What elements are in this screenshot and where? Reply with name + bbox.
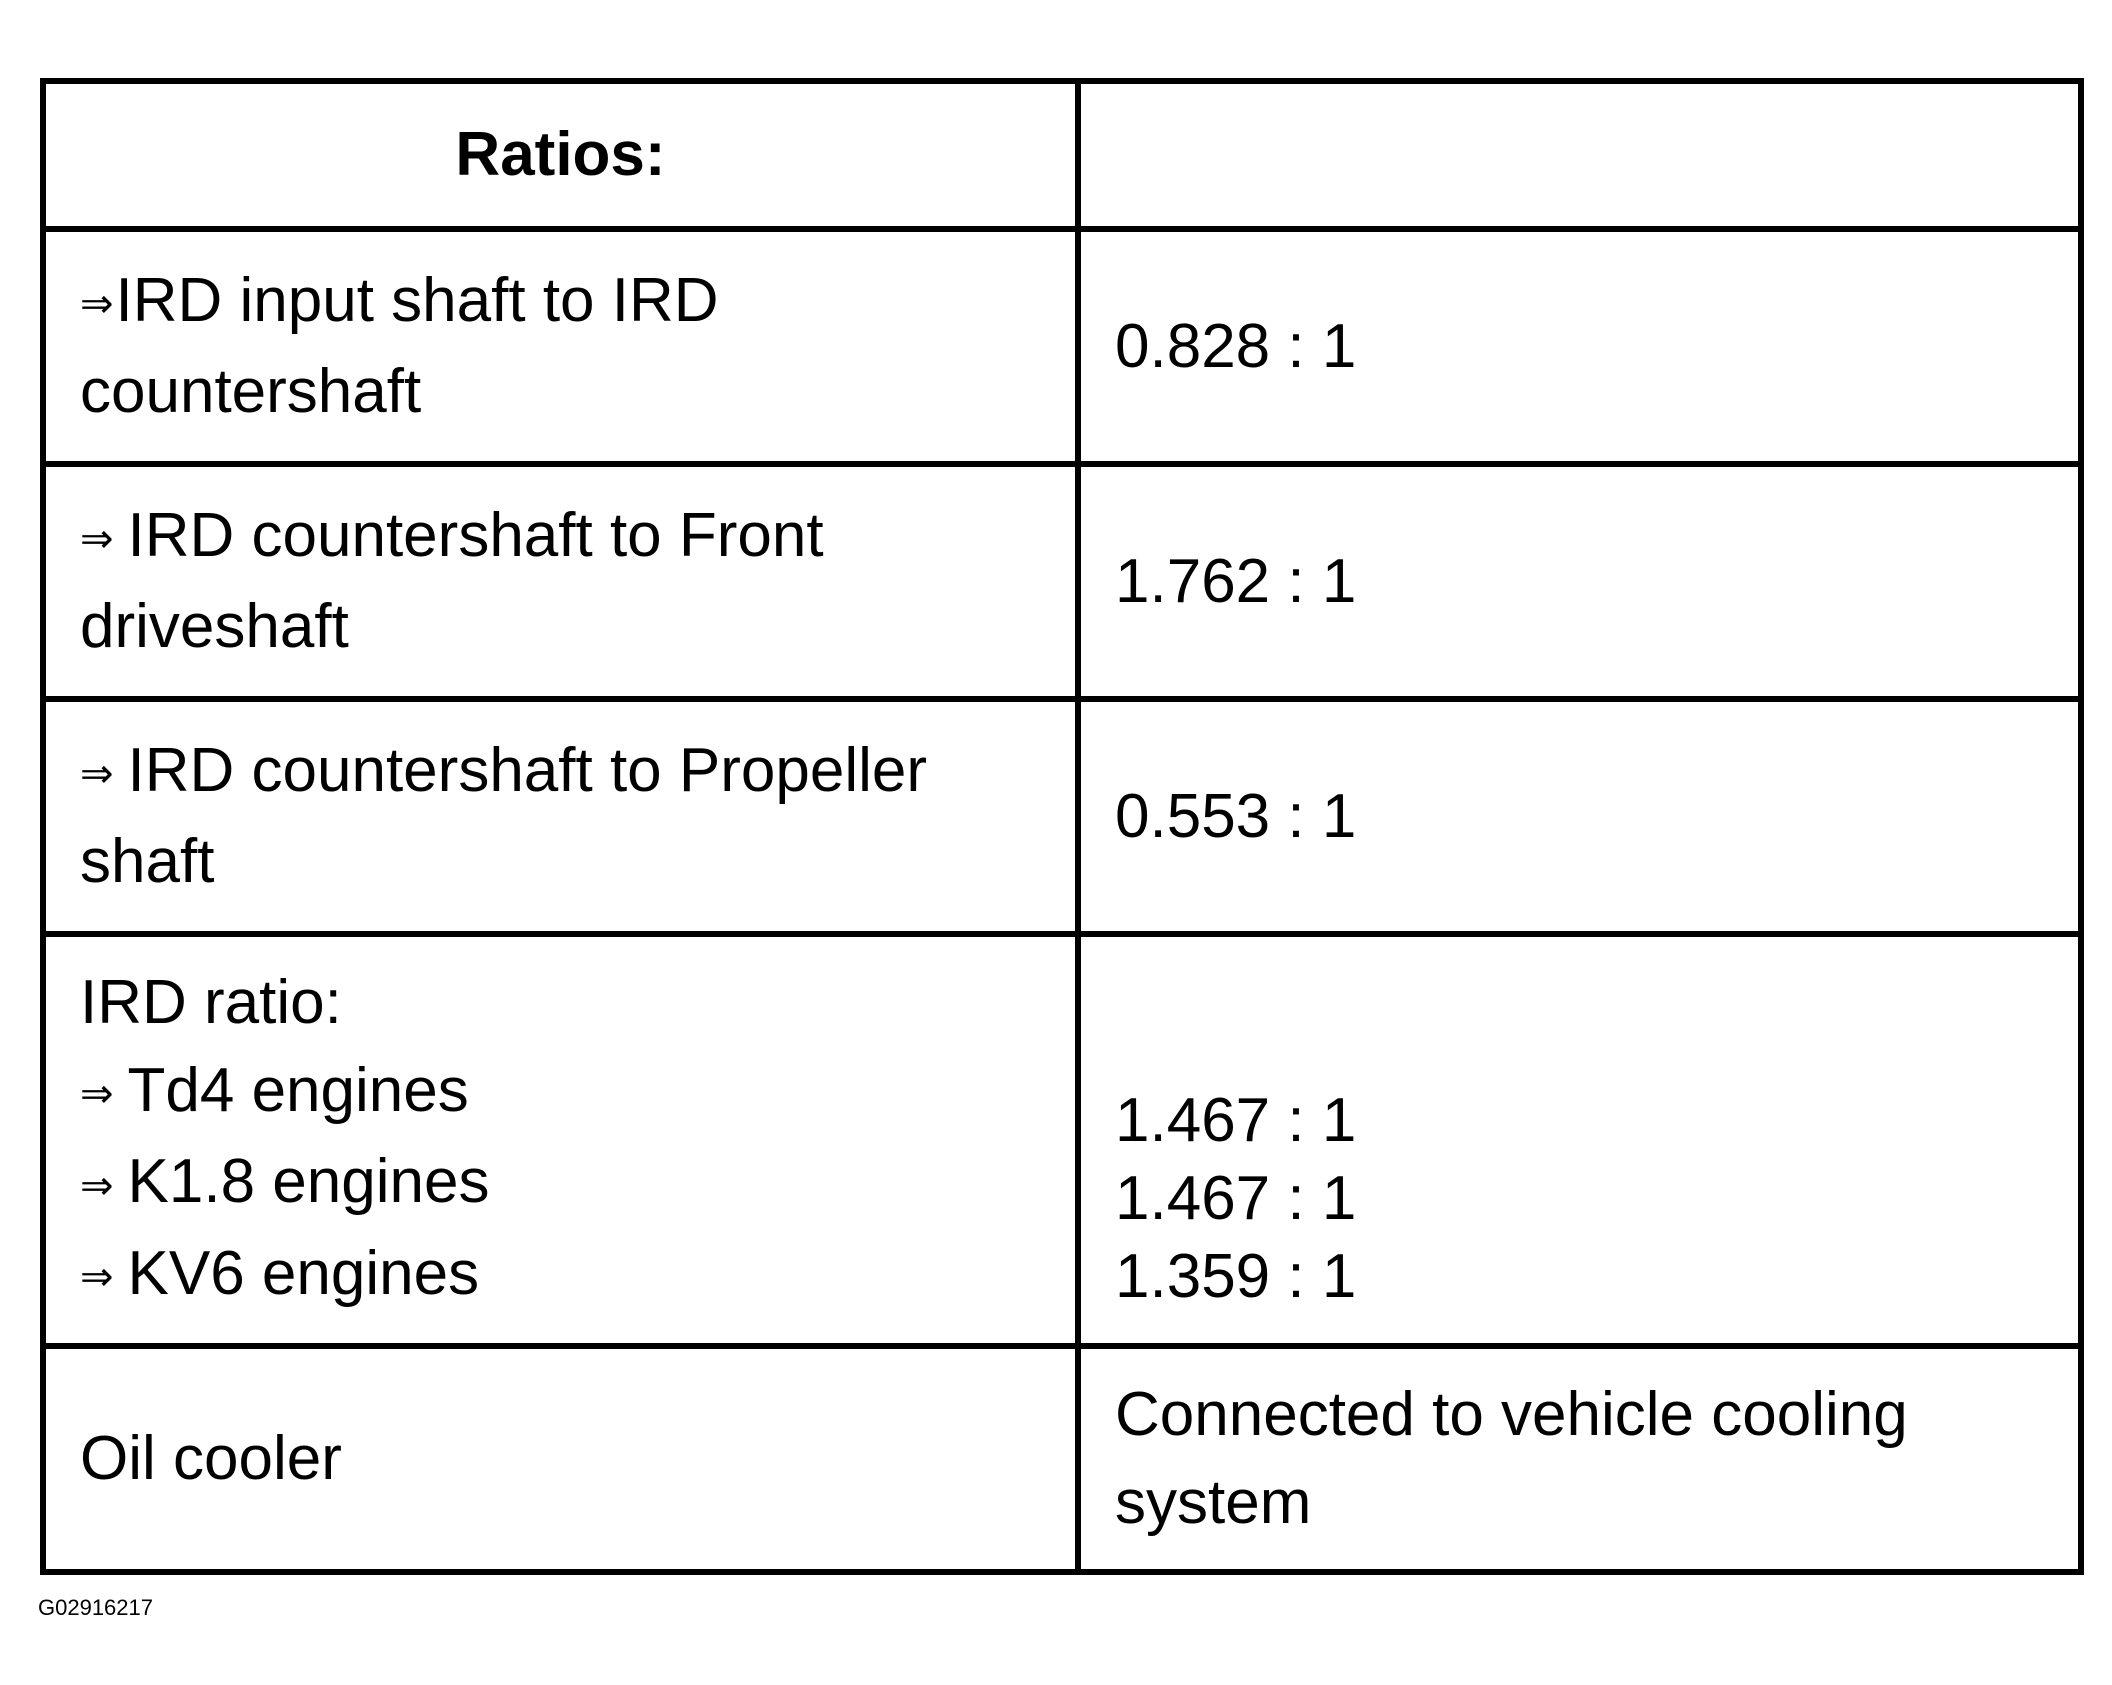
- oil-cooler-label-cell: Oil cooler: [43, 1346, 1078, 1572]
- engine-label: Td4 engines: [127, 1055, 469, 1125]
- list-item: [80, 1230, 1075, 1322]
- ratio-label-line1: IRD input shaft to IRD: [115, 265, 719, 335]
- table-row: [43, 464, 2081, 699]
- engine-label: KV6 engines: [127, 1238, 480, 1308]
- ratio-label-cell: [43, 699, 1078, 934]
- ratio-value-cell: 0.553 : 1: [1078, 699, 2081, 934]
- double-arrow-icon: ⇒: [80, 752, 114, 797]
- table-row: [43, 699, 2081, 934]
- ratio-label-line2: driveshaft: [80, 592, 349, 662]
- double-arrow-icon: ⇒: [80, 282, 114, 327]
- double-arrow-icon: ⇒: [80, 1163, 114, 1208]
- ratio-label-line2: shaft: [80, 827, 215, 897]
- oil-cooler-value-line2: system: [1115, 1468, 1312, 1537]
- table-header-row: [43, 81, 2081, 229]
- table-row: [43, 229, 2081, 464]
- oil-cooler-value-line1: Connected to vehicle cooling: [1115, 1380, 1908, 1449]
- engine-ratio-value: 1.467 : 1: [1115, 1164, 1357, 1233]
- engine-ratio-value: 1.467 : 1: [1115, 1086, 1357, 1155]
- oil-cooler-row: [43, 1346, 2081, 1572]
- engine-label: K1.8 engines: [127, 1147, 490, 1217]
- ratio-label-cell: [43, 464, 1078, 699]
- ratio-label-cell: [43, 229, 1078, 464]
- ird-ratio-value-cell: [1078, 934, 2081, 1346]
- figure-code-label: G02916217: [38, 1595, 153, 1620]
- ratio-label-line1: IRD countershaft to Propeller: [127, 735, 928, 805]
- double-arrow-icon: ⇒: [80, 1255, 114, 1300]
- header-empty-cell: [1078, 81, 2081, 229]
- ratio-label-line1: IRD countershaft to Front: [127, 500, 824, 570]
- double-arrow-icon: ⇒: [80, 1072, 114, 1117]
- ird-ratio-title: IRD ratio:: [80, 967, 342, 1037]
- engine-ratio-value: 1.359 : 1: [1115, 1242, 1357, 1311]
- ratio-value-cell: 1.762 : 1: [1078, 464, 2081, 699]
- oil-cooler-value-cell: [1078, 1346, 2081, 1572]
- list-item: [80, 1047, 1075, 1139]
- list-item: [80, 1138, 1075, 1230]
- ratio-value-cell: 0.828 : 1: [1078, 229, 2081, 464]
- ird-ratio-label-cell: [43, 934, 1078, 1346]
- ratio-label-line2: countershaft: [80, 357, 422, 427]
- ird-ratio-row: [43, 934, 2081, 1346]
- ratios-spec-table: [40, 78, 2084, 1575]
- header-ratios-cell: Ratios:: [43, 81, 1078, 229]
- double-arrow-icon: ⇒: [80, 517, 114, 562]
